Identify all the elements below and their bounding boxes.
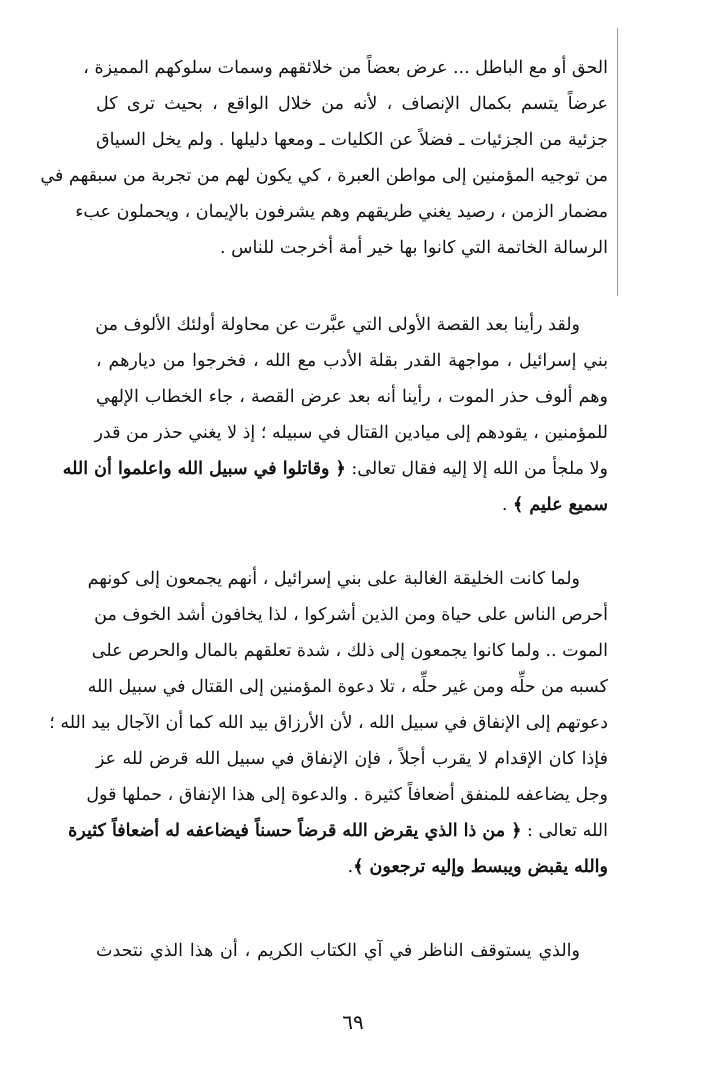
text-line: وهم ألوف حذر الموت ، رأينا أنه بعد عرض القصة ، جاء الخطاب الإلهي xyxy=(96,387,608,407)
margin-rule xyxy=(617,28,618,296)
text-line: الرسالة الخاتمة التي كانوا بها خير أمة أخرجت للناس . xyxy=(220,238,608,258)
text-line: دعوتهم إلى الإنفاق في سبيل الله ، لأن الأرزاق بيد الله كما أن الآجال بيد الله ؛ xyxy=(49,713,608,733)
text-line: للمؤمنين ، يقودهم إلى ميادين القتال في سبيله ؛ إذ لا يغني حذر من قدر xyxy=(94,423,608,443)
paragraph-2 xyxy=(62,307,608,523)
page-number: ٦٩ xyxy=(342,1010,364,1034)
quran-verse: سميع عليم ﴾ xyxy=(513,495,608,515)
paragraph-1 xyxy=(40,50,608,266)
text-line: مضمار الزمن ، رصيد يغني طريقهم وهم يشرفون بالإيمان ، ويحملون عبء xyxy=(75,202,608,222)
text-line: ولما كانت الخليقة الغالبة على بني إسرائيل ، أنهم يجمعون إلى كونهم xyxy=(87,569,580,589)
text-line: عرضاً يتسم بكمال الإنصاف ، لأنه من خلال الواقع ، بحيث ترى كل xyxy=(96,94,608,114)
text-segment: الله تعالى : xyxy=(521,821,608,841)
text-line: ولقد رأينا بعد القصة الأولى التي عبَّرت عن محاولة أولئك الألوف من xyxy=(95,315,580,335)
quran-verse: والله يقبض ويبسط وإليه ترجعون ﴾ xyxy=(353,857,608,877)
text-line: كسبه من حلِّه ومن غير حلِّه ، تلا دعوة المؤمنين إلى القتال في سبيل الله xyxy=(87,677,608,697)
text-line: أحرص الناس على حياة ومن الذين أشركوا ، لذا يخافون أشد الخوف من xyxy=(94,605,608,625)
text-line: والذي يستوقف الناظر في آي الكتاب الكريم ، أن هذا الذي نتحدث xyxy=(96,941,580,961)
text-line: فإذا كان الإقدام لا يقرب أجلاً ، فإن الإنفاق في سبيل الله قرض لله عز xyxy=(96,749,608,769)
text-line: من توجيه المؤمنين إلى مواطن العبرة ، كي يكون لهم من تجربة من سبقهم في xyxy=(40,166,608,186)
text-line xyxy=(96,487,608,523)
text-segment: ولا ملجأ من الله إلا إليه فقال تعالى: xyxy=(345,459,608,479)
text-segment: . xyxy=(347,857,354,877)
text-line xyxy=(96,849,608,885)
text-segment: . xyxy=(501,495,514,515)
text-line: وجل يضاعفه للمنفق أضعافاً كثيرة . والدعوة إلى هذا الإنفاق ، حملها قول xyxy=(86,785,608,805)
text-line: الحق أو مع الباطل ... عرض بعضاً من خلائقهم وسمات سلوكهم المميزة ، xyxy=(83,58,608,78)
paragraph-3 xyxy=(49,561,608,885)
paragraph-4 xyxy=(96,933,608,969)
quran-verse: ﴿ وقاتلوا في سبيل الله واعلموا أن الله xyxy=(62,459,346,479)
text-line: الموت .. ولما كانوا يجمعون إلى ذلك ، شدة تعلقهم بالمال والحرص على xyxy=(91,641,608,661)
text-line xyxy=(68,813,608,849)
quran-verse: ﴿ من ذا الذي يقرض الله قرضاً حسناً فيضاعفه له أضعافاً كثيرة xyxy=(68,821,522,841)
text-line xyxy=(62,451,608,487)
text-line: جزئية من الجزئيات ـ فضلاً عن الكليات ـ ومعها دليلها . ولم يخل السياق xyxy=(96,130,608,150)
text-line: بني إسرائيل ، مواجهة القدر بقلة الأدب مع الله ، فخرجوا من ديارهم ، xyxy=(96,351,608,371)
